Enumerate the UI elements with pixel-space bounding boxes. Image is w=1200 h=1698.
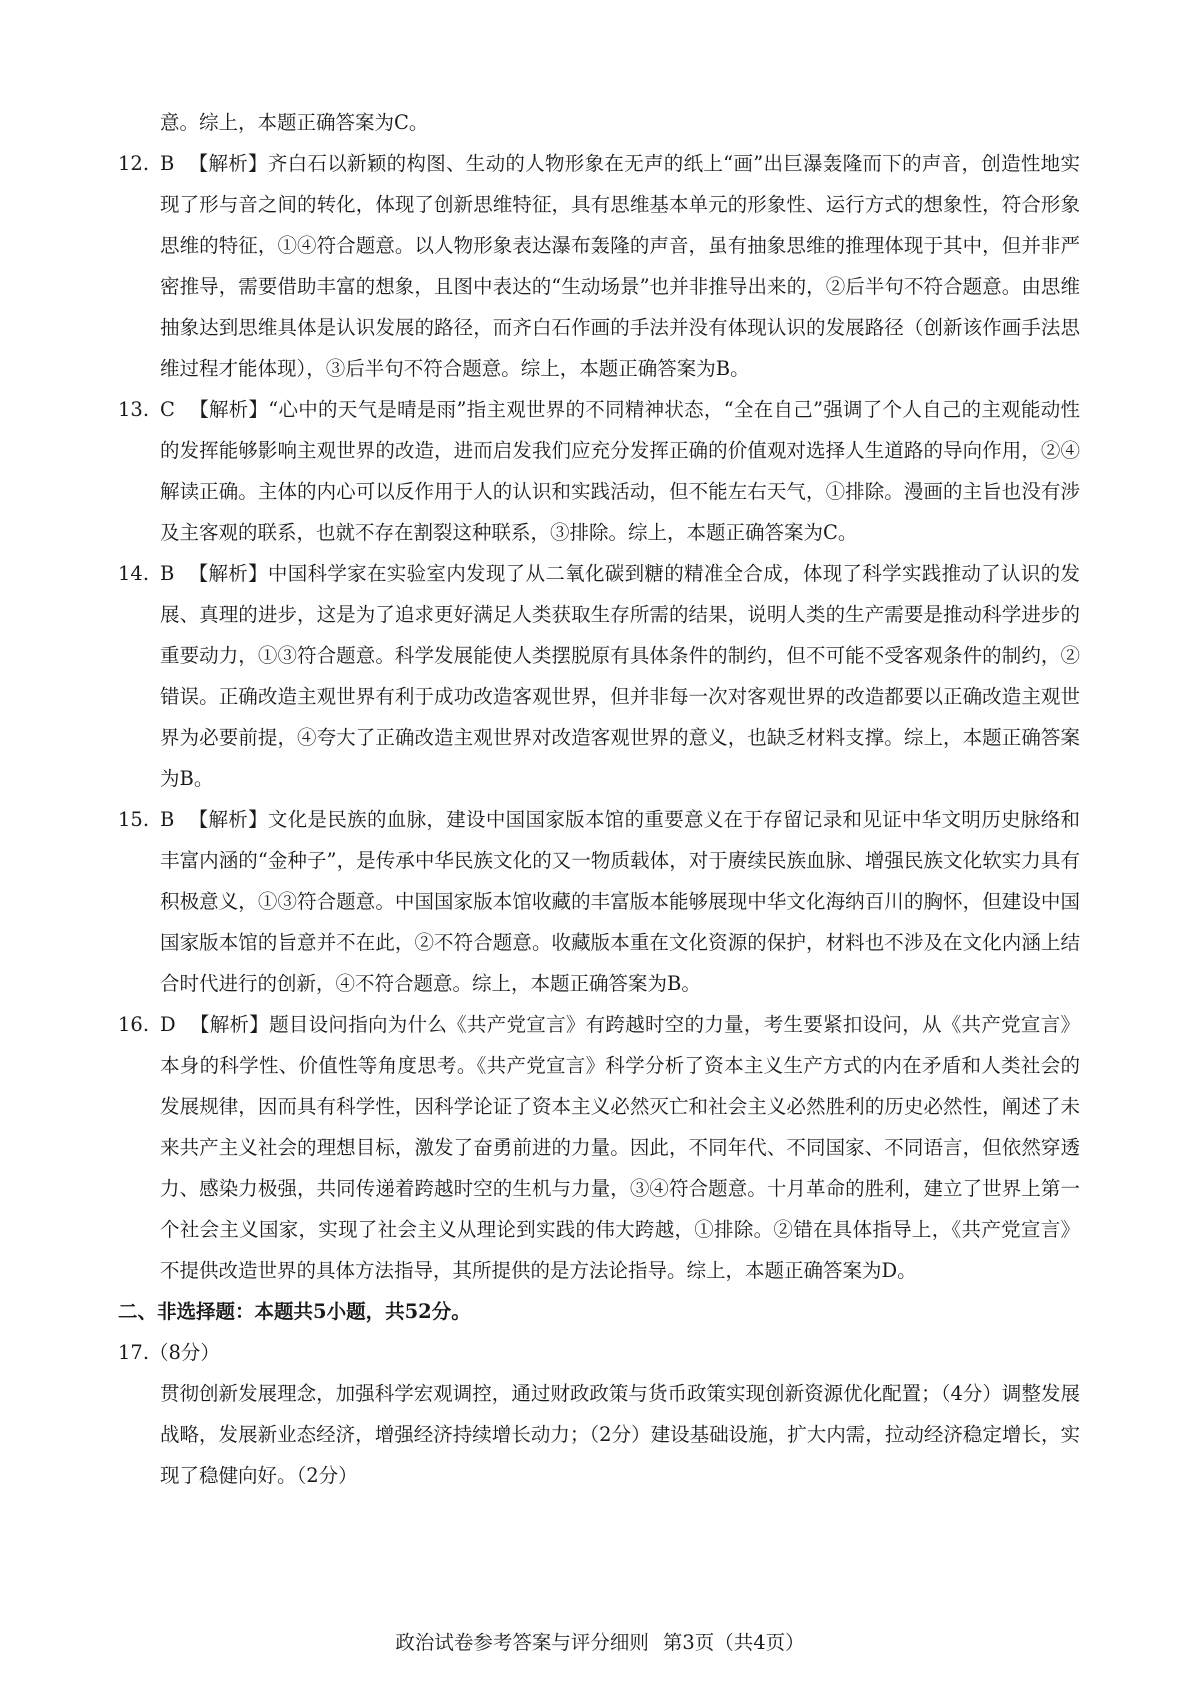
previous-answer-tail: 意。综上，本题正确答案为C。	[160, 111, 429, 134]
answer-item-16	[118, 1004, 1080, 1291]
item-number: 13.	[118, 398, 150, 421]
footer-page-number: 第3页（共4页）	[662, 1631, 805, 1654]
item-body	[160, 799, 1080, 1004]
question-17-heading: 17.（8分）	[118, 1341, 220, 1364]
item-body	[160, 389, 1080, 553]
item-number: 15.	[118, 808, 150, 831]
item-answer: C	[160, 398, 175, 421]
item-body	[160, 143, 1080, 389]
item-explanation: 【解析】题目设问指向为什么《共产党宣言》有跨越时空的力量，考生要紧扣设问，从《共产党宣言》本身的科学性、价值性等角度思考。《共产党宣言》科学分析了资本主义生产方式的内在矛盾和人类社会的发展规律，因而具有科学性，因科学论证了资本主义必然灭亡和社会主义必然胜利的历史必然性，阐述了未来共产主义社会的理想目标，激发了奋勇前进的力量。因此，不同年代、不同国家、不同语言，但依然穿透力、感染力极强，共同传递着跨越时空的生机与力量，③④符合题意。十月革命的胜利，建立了世界上第一个社会主义国家，实现了社会主义从理论到实践的伟大跨越，①排除。②错在具体指导上，《共产党宣言》不提供改造世界的具体方法指导，其所提供的是方法论指导。综上，本题正确答案为D。	[160, 1013, 1080, 1282]
item-number: 14.	[118, 562, 150, 585]
answer-item-13	[118, 389, 1080, 553]
item-explanation: 【解析】齐白石以新颖的构图、生动的人物形象在无声的纸上“画”出巨瀑轰隆而下的声音，创造性地实现了形与音之间的转化，体现了创新思维特征，具有思维基本单元的形象性、运行方式的想象性，符合形象思维的特征，①④符合题意。以人物形象表达瀑布轰隆的声音，虽有抽象思维的推理体现于其中，但并非严密推导，需要借助丰富的想象，且图中表达的“生动场景”也并非推导出来的，②后半句不符合题意。由思维抽象达到思维具体是认识发展的路径，而齐白石作画的手法并没有体现认识的发展路径（创新该作画手法思维过程才能体现），③后半句不符合题意。综上，本题正确答案为B。	[160, 152, 1080, 380]
footer-title: 政治试卷参考答案与评分细则	[395, 1631, 649, 1654]
item-explanation: 【解析】中国科学家在实验室内发现了从二氧化碳到糖的精准全合成，体现了科学实践推动了认识的发展、真理的进步，这是为了追求更好满足人类获取生存所需的结果，说明人类的生产需要是推动科学进步的重要动力，①③符合题意。科学发展能使人类摆脱原有具体条件的制约，但不可能不受客观条件的制约，②错误。正确改造主观世界有利于成功改造客观世界，但并非每一次对客观世界的改造都要以正确改造主观世界为必要前提，④夸大了正确改造主观世界对改造客观世界的意义，也缺乏材料支撑。综上，本题正确答案为B。	[160, 562, 1080, 790]
item-body	[160, 1004, 1080, 1291]
section-two-title: 二、非选择题：本题共5小题，共52分。	[118, 1300, 471, 1323]
item-explanation: 【解析】“心中的天气是晴是雨”指主观世界的不同精神状态，“全在自己”强调了个人自己的主观能动性的发挥能够影响主观世界的改造，进而启发我们应充分发挥正确的价值观对选择人生道路的导向作用，②④解读正确。主体的内心可以反作用于人的认识和实践活动，但不能左右天气，①排除。漫画的主旨也没有涉及主客观的联系，也就不存在割裂这种联系，③排除。综上，本题正确答案为C。	[160, 398, 1080, 544]
question-17-answer: 贯彻创新发展理念，加强科学宏观调控，通过财政政策与货币政策实现创新资源优化配置；（4分）调整发展战略，发展新业态经济，增强经济持续增长动力；（2分）建设基础设施，扩大内需，拉动经济稳定增长，实现了稳健向好。（2分）	[160, 1382, 1080, 1487]
item-answer: B	[160, 152, 175, 175]
item-explanation: 【解析】文化是民族的血脉，建设中国国家版本馆的重要意义在于存留记录和见证中华文明历史脉络和丰富内涵的“金种子”，是传承中华民族文化的又一物质载体，对于赓续民族血脉、增强民族文化软实力具有积极意义，①③符合题意。中国国家版本馆收藏的丰富版本能够展现中华文化海纳百川的胸怀，但建设中国国家版本馆的旨意并不在此，②不符合题意。收藏版本重在文化资源的保护，材料也不涉及在文化内涵上结合时代进行的创新，④不符合题意。综上，本题正确答案为B。	[160, 808, 1080, 995]
answer-item-14	[118, 553, 1080, 799]
item-answer: B	[160, 562, 175, 585]
answer-page	[118, 102, 1080, 1496]
item-number: 12.	[118, 152, 150, 175]
item-number: 16.	[118, 1013, 150, 1036]
item-answer: D	[160, 1013, 176, 1036]
page-footer	[0, 1628, 1200, 1658]
item-body	[160, 553, 1080, 799]
answer-item-15	[118, 799, 1080, 1004]
item-answer: B	[160, 808, 175, 831]
answer-item-12	[118, 143, 1080, 389]
